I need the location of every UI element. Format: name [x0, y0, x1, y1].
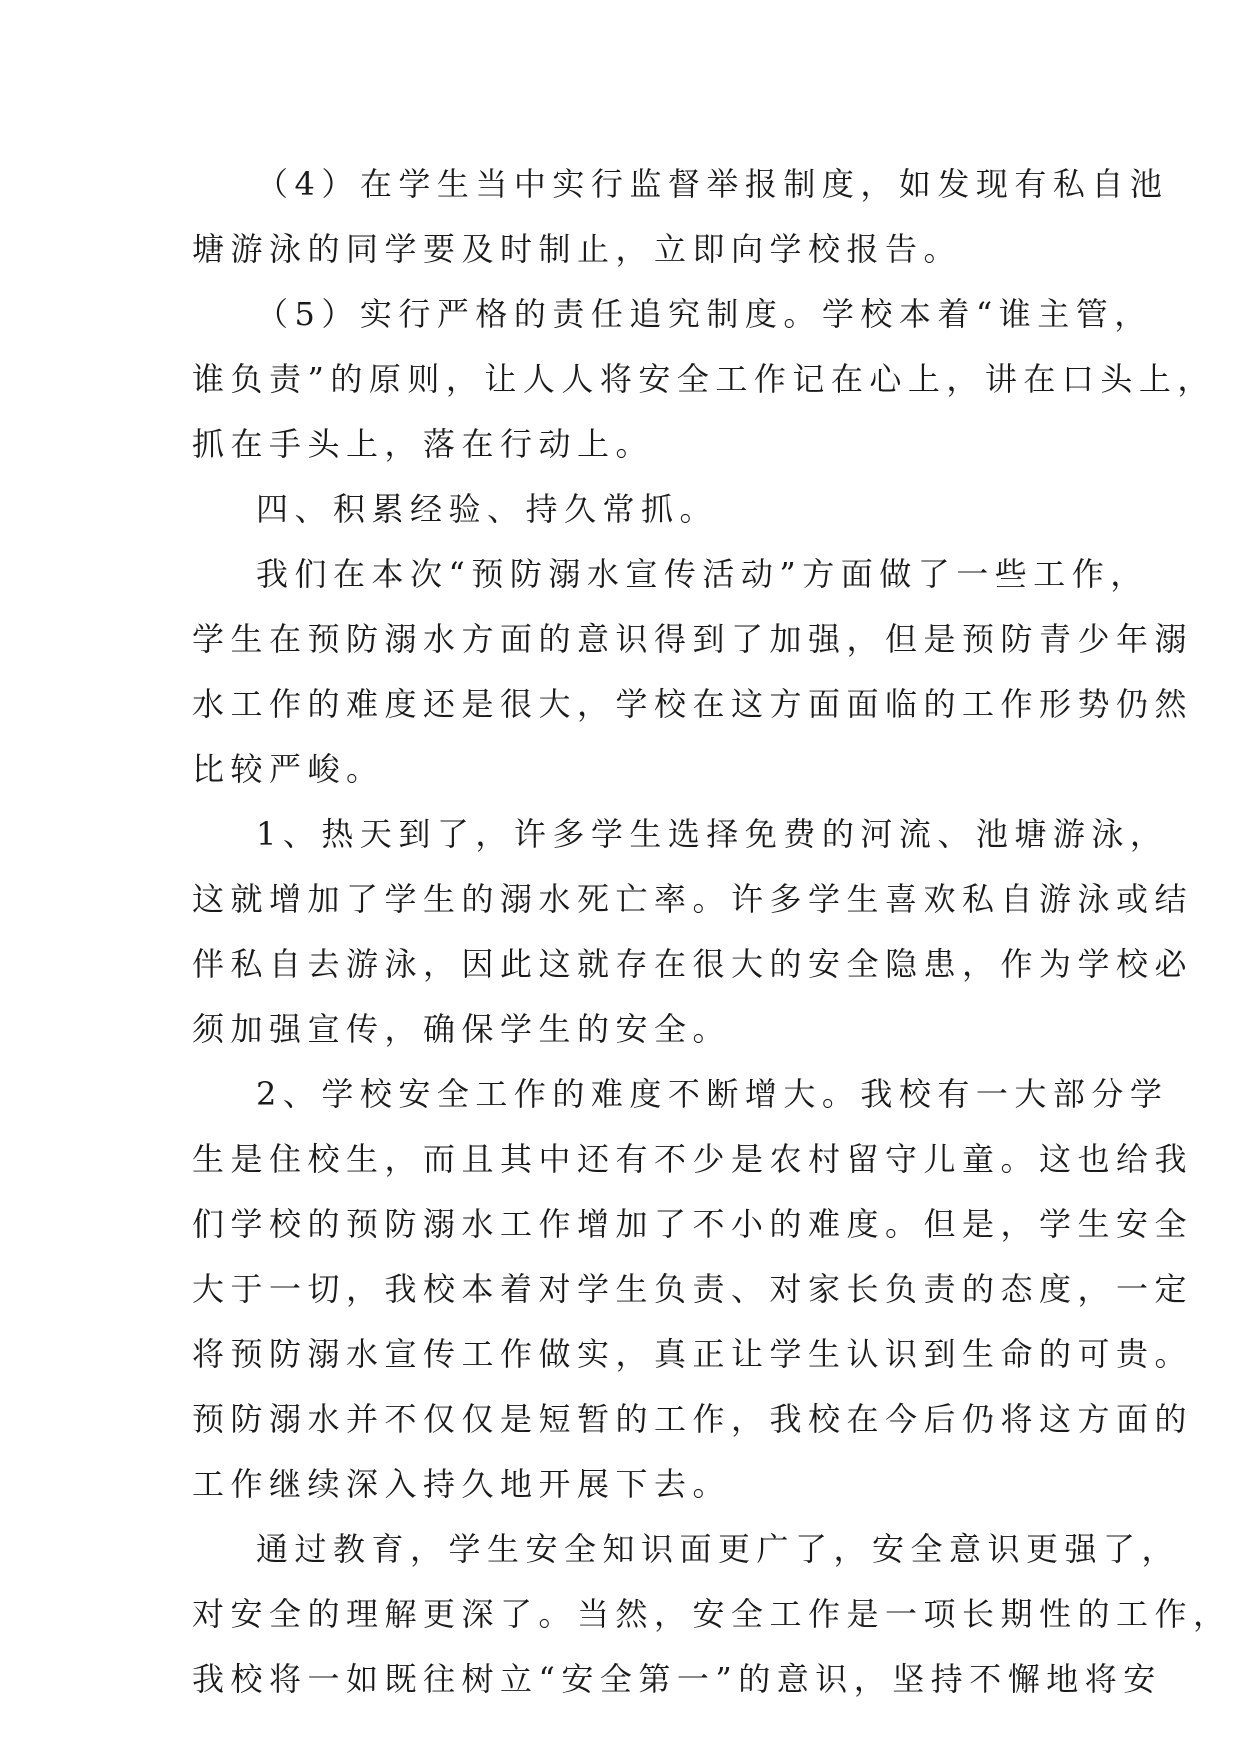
- text-line: （4）在学生当中实行监督举报制度，如发现有私自池: [256, 165, 1169, 203]
- text-line: 学生在预防溺水方面的意识得到了加强，但是预防青少年溺: [192, 620, 1194, 658]
- text-line: 我校将一如既往树立“安全第一”的意识，坚持不懈地将安: [192, 1660, 1162, 1698]
- text-line: 将预防溺水宣传工作做实，真正让学生认识到生命的可贵。: [192, 1335, 1194, 1373]
- text-line: 比较严峻。: [192, 750, 385, 788]
- text-line: 工作继续深入持久地开展下去。: [192, 1465, 732, 1503]
- text-line: 抓在手头上，落在行动上。: [192, 425, 655, 463]
- document-page: [192, 152, 1232, 1712]
- text-line: 对安全的理解更深了。当然，安全工作是一项长期性的工作，: [192, 1595, 1232, 1633]
- text-line: 水工作的难度还是很大，学校在这方面面临的工作形势仍然: [192, 685, 1194, 723]
- text-line: 塘游泳的同学要及时制止，立即向学校报告。: [192, 230, 963, 268]
- text-line: 们学校的预防溺水工作增加了不小的难度。但是，学生安全: [192, 1205, 1194, 1243]
- text-line: 谁负责”的原则，让人人将安全工作记在心上，讲在口头上，: [192, 360, 1216, 398]
- text-line: 这就增加了学生的溺水死亡率。许多学生喜欢私自游泳或结: [192, 880, 1194, 918]
- text-line: （5）实行严格的责任追究制度。学校本着“谁主管，: [256, 295, 1153, 333]
- text-line: 预防溺水并不仅仅是短暂的工作，我校在今后仍将这方面的: [192, 1400, 1194, 1438]
- text-line: 大于一切，我校本着对学生负责、对家长负责的态度，一定: [192, 1270, 1194, 1308]
- text-line: 我们在本次“预防溺水宣传活动”方面做了一些工作，: [256, 555, 1149, 593]
- text-line: 须加强宣传，确保学生的安全。: [192, 1010, 732, 1048]
- text-line: 生是住校生，而且其中还有不少是农村留守儿童。这也给我: [192, 1140, 1194, 1178]
- text-line: 2、学校安全工作的难度不断增大。我校有一大部分学: [256, 1075, 1169, 1113]
- text-line: 通过教育，学生安全知识面更广了，安全意识更强了，: [256, 1530, 1181, 1568]
- text-line: 1、热天到了，许多学生选择免费的河流、池塘游泳，: [256, 815, 1169, 853]
- section-heading: 四、积累经验、持久常抓。: [256, 490, 719, 528]
- text-line: 伴私自去游泳，因此这就存在很大的安全隐患，作为学校必: [192, 945, 1194, 983]
